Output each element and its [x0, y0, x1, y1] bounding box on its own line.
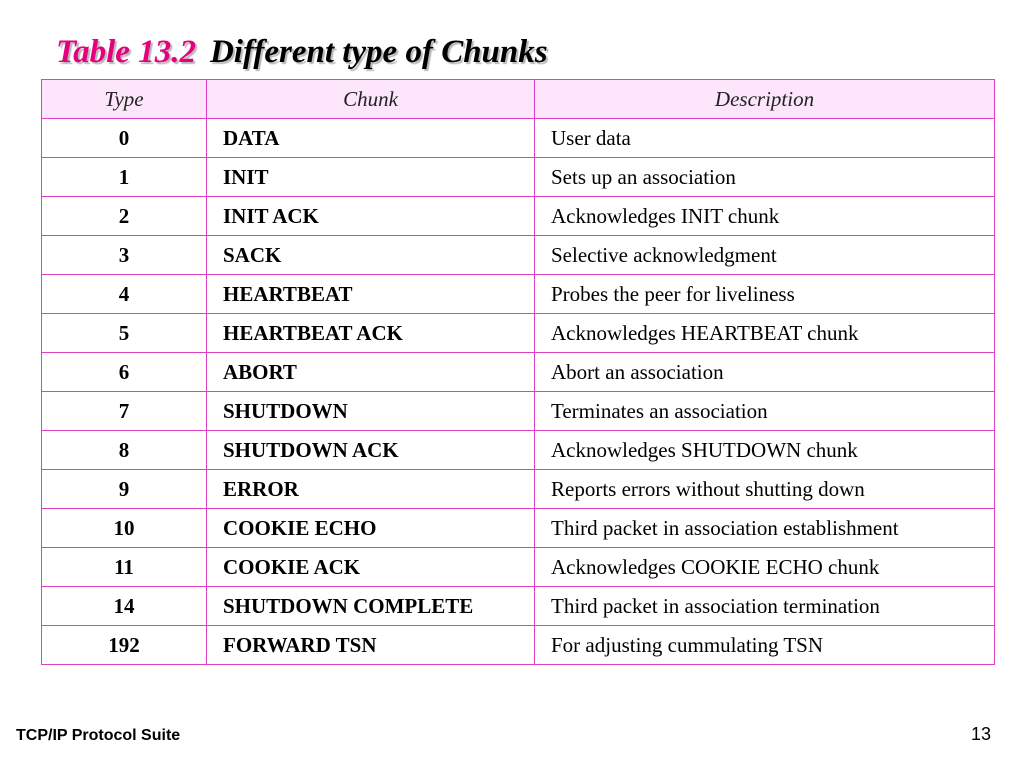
cell-type: 11	[42, 548, 207, 587]
page-number: 13	[970, 724, 991, 744]
cell-type: 2	[42, 197, 207, 236]
cell-type: 1	[42, 158, 207, 197]
cell-type: 5	[42, 314, 207, 353]
cell-description: Acknowledges HEARTBEAT chunk	[535, 314, 995, 353]
cell-description: Acknowledges INIT chunk	[535, 197, 995, 236]
table-row	[42, 119, 995, 158]
cell-chunk: INIT	[207, 158, 535, 197]
chunk-types-table	[41, 79, 995, 665]
cell-chunk: ABORT	[207, 353, 535, 392]
cell-description: Probes the peer for liveliness	[535, 275, 995, 314]
cell-chunk: SHUTDOWN ACK	[207, 431, 535, 470]
cell-type: 14	[42, 587, 207, 626]
table-row	[42, 587, 995, 626]
cell-type: 192	[42, 626, 207, 665]
cell-description: For adjusting cummulating TSN	[535, 626, 995, 665]
footer-text: TCP/IP Protocol Suite	[16, 727, 181, 744]
table-row	[42, 548, 995, 587]
cell-type: 4	[42, 275, 207, 314]
cell-description: Acknowledges SHUTDOWN chunk	[535, 431, 995, 470]
header-chunk: Chunk	[207, 80, 535, 119]
table-header-row	[42, 80, 995, 119]
table-row	[42, 353, 995, 392]
cell-chunk: SHUTDOWN	[207, 392, 535, 431]
cell-description: Third packet in association termination	[535, 587, 995, 626]
cell-chunk: HEARTBEAT	[207, 275, 535, 314]
cell-chunk: COOKIE ECHO	[207, 509, 535, 548]
slide-title	[56, 32, 548, 72]
cell-type: 6	[42, 353, 207, 392]
table-title-text: Different type of Chunks	[209, 34, 548, 70]
table-row	[42, 314, 995, 353]
table-row	[42, 509, 995, 548]
table-row	[42, 275, 995, 314]
cell-description: Sets up an association	[535, 158, 995, 197]
cell-description: Third packet in association establishment	[535, 509, 995, 548]
cell-chunk: DATA	[207, 119, 535, 158]
cell-type: 3	[42, 236, 207, 275]
cell-description: Selective acknowledgment	[535, 236, 995, 275]
cell-chunk: HEARTBEAT ACK	[207, 314, 535, 353]
table-row	[42, 197, 995, 236]
cell-chunk: COOKIE ACK	[207, 548, 535, 587]
cell-chunk: SHUTDOWN COMPLETE	[207, 587, 535, 626]
cell-type: 7	[42, 392, 207, 431]
table-row	[42, 236, 995, 275]
cell-type: 9	[42, 470, 207, 509]
cell-type: 10	[42, 509, 207, 548]
cell-chunk: SACK	[207, 236, 535, 275]
cell-description: Acknowledges COOKIE ECHO chunk	[535, 548, 995, 587]
header-description: Description	[535, 80, 995, 119]
cell-description: Reports errors without shutting down	[535, 470, 995, 509]
cell-chunk: ERROR	[207, 470, 535, 509]
table-number: Table 13.2	[56, 34, 196, 70]
cell-description: Abort an association	[535, 353, 995, 392]
cell-description: User data	[535, 119, 995, 158]
table-row	[42, 470, 995, 509]
table-row	[42, 626, 995, 665]
cell-description: Terminates an association	[535, 392, 995, 431]
cell-type: 0	[42, 119, 207, 158]
table-row	[42, 392, 995, 431]
cell-chunk: FORWARD TSN	[207, 626, 535, 665]
table-row	[42, 431, 995, 470]
table-row	[42, 158, 995, 197]
cell-chunk: INIT ACK	[207, 197, 535, 236]
cell-type: 8	[42, 431, 207, 470]
header-type: Type	[42, 80, 207, 119]
